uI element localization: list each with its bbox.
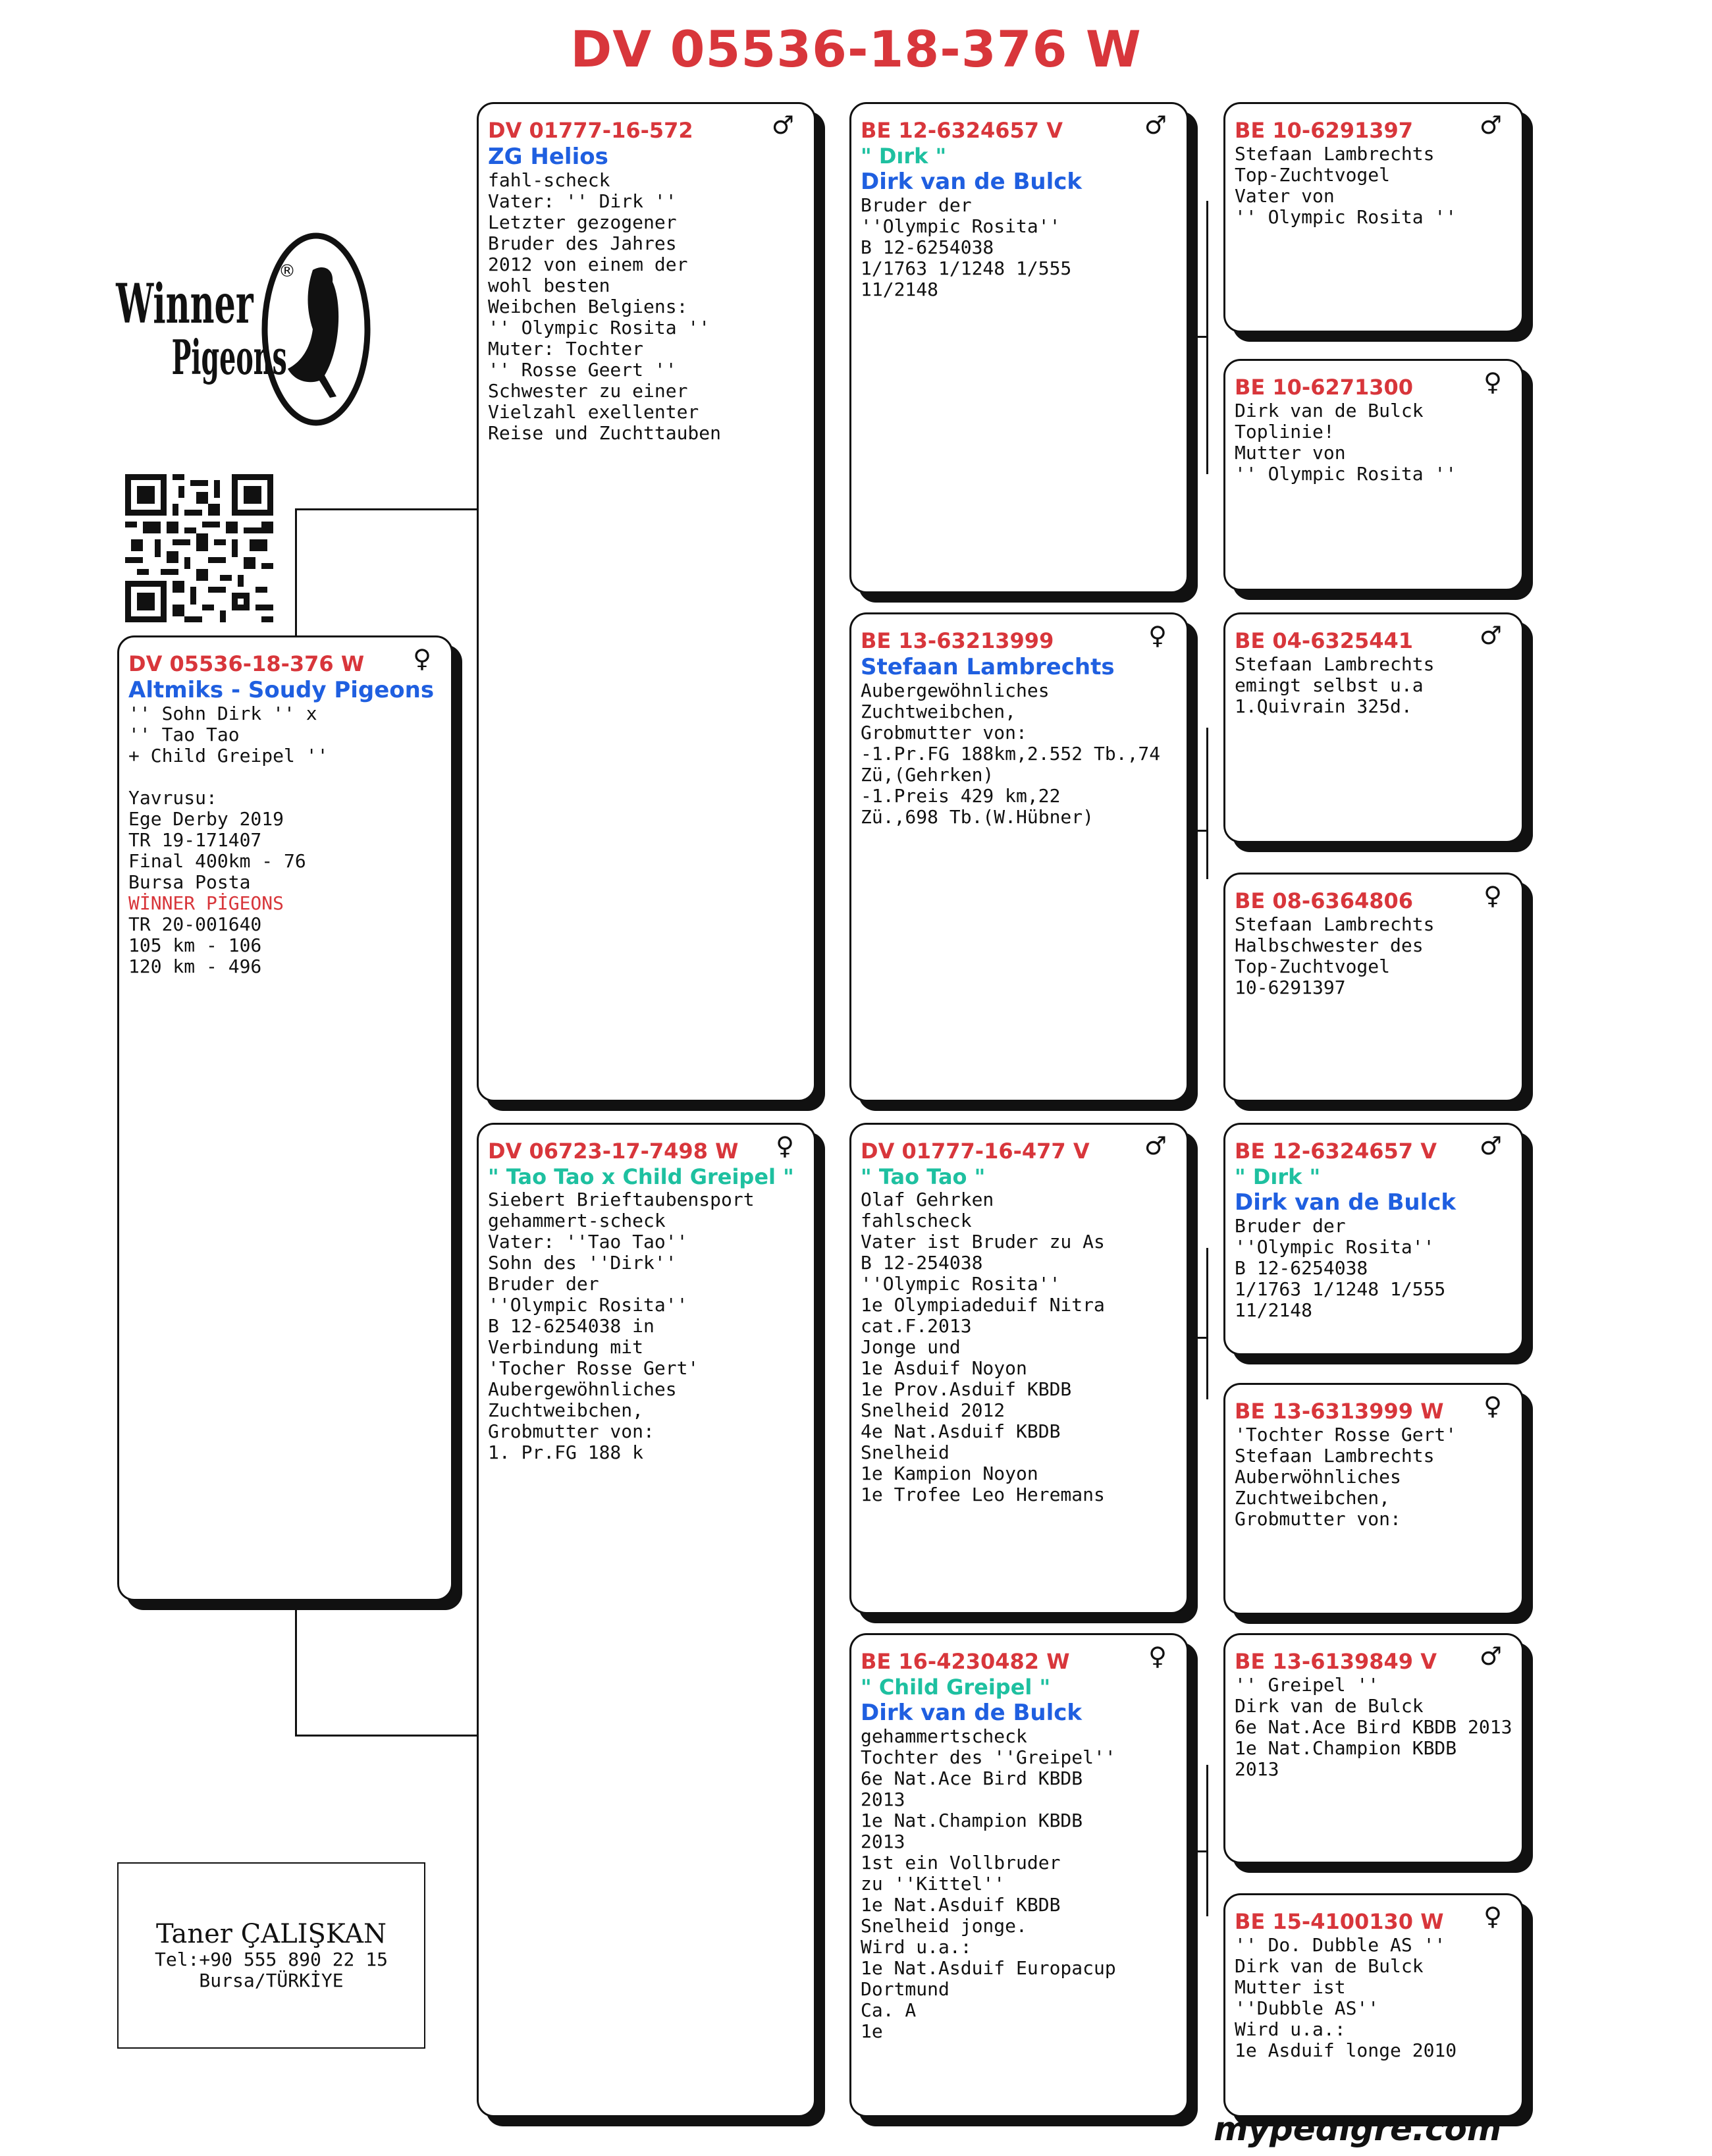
pigeon-nickname: " Tao Tao x Child Greipel " — [488, 1164, 794, 1189]
sire-card[interactable] — [477, 102, 816, 1102]
dam-card[interactable] — [477, 1123, 816, 2117]
female-symbol-icon: ♀ — [413, 644, 431, 673]
connector-line — [295, 1602, 297, 1737]
sire-sire-sire-card[interactable] — [1223, 102, 1524, 333]
ring-number: BE 12-6324657 V — [1235, 1139, 1437, 1164]
owner-phone[interactable]: Tel:+90 555 890 22 15 — [154, 1949, 388, 1970]
ring-number: BE 04-6325441 — [1235, 628, 1414, 653]
logo-line2: Pigeons — [171, 329, 287, 386]
connector-line — [295, 508, 297, 635]
connector-line — [1206, 1765, 1208, 1916]
connector-line — [295, 1735, 477, 1737]
ring-number: BE 10-6291397 — [1235, 118, 1414, 143]
breeder-name: Dirk van de Bulck — [861, 1700, 1083, 1726]
connector-line — [1196, 1337, 1208, 1339]
connector-line — [1196, 1850, 1208, 1852]
connector-line — [1196, 830, 1208, 832]
pigeon-details: '' Sohn Dirk '' x '' Tao Tao + Child Greipel '' Yavrusu: Ege Derby 2019 TR 19-171407 Final 400km - 76 Bursa Posta — [128, 703, 329, 893]
pigeon-details: Siebert Brieftaubensport gehammert-scheck Vater: ''Tao Tao'' Sohn des ''Dirk'' Bruder der ''Olympic Rosita'' B 12-6254038 in Verbindung mit 'Tocher Rosse Gert' Aubergewöhnliches Zuchtweibchen, Grobmutter von: 1. Pr.FG 188 k — [488, 1189, 755, 1463]
male-symbol-icon: ♂ — [1479, 621, 1502, 650]
pigeon-details: '' Do. Dubble AS '' Dirk van de Bulck Mutter ist ''Dubble AS'' Wird u.a.: 1e Asduif longe 2010 — [1235, 1934, 1457, 2061]
pigeon-details: Bruder der ''Olympic Rosita'' B 12-6254038 1/1763 1/1248 1/555 11/2148 — [1235, 1215, 1446, 1321]
sire-sire-dam-card[interactable] — [1223, 359, 1524, 591]
female-symbol-icon: ♀ — [776, 1131, 794, 1160]
pigeon-details: Aubergewöhnliches Zuchtweibchen, Grobmutter von: -1.Pr.FG 188km,2.552 Tb.,74 Zü,(Gehrken) -1.Preis 429 km,22 Zü.,698 Tb.(W.Hübner) — [861, 680, 1161, 828]
male-symbol-icon: ♂ — [1479, 111, 1502, 140]
sire-dam-card[interactable] — [849, 612, 1189, 1102]
connector-line — [818, 1350, 820, 1857]
ring-number: BE 15-4100130 W — [1235, 1909, 1444, 1934]
pigeon-details: '' Greipel '' Dirk van de Bulck 6e Nat.Ace Bird KBDB 2013 1e Nat.Champion KBDB 2013 — [1235, 1674, 1512, 1780]
pigeon-nickname: " Dırk " — [1235, 1164, 1321, 1189]
breeder-name: Dirk van de Bulck — [861, 169, 1083, 195]
ring-number: DV 01777-16-477 V — [861, 1139, 1090, 1164]
connector-line — [295, 508, 477, 510]
ring-number: BE 13-6139849 V — [1235, 1649, 1437, 1674]
dam-dam-card[interactable] — [849, 1633, 1189, 2117]
male-symbol-icon: ♂ — [1144, 1131, 1167, 1160]
ring-number: BE 12-6324657 V — [861, 118, 1063, 143]
pigeon-nickname: " Child Greipel " — [861, 1675, 1051, 1700]
ring-number: BE 08-6364806 — [1235, 888, 1414, 913]
pigeon-details: Bruder der ''Olympic Rosita'' B 12-6254038 1/1763 1/1248 1/555 11/2148 — [861, 194, 1072, 300]
connector-line — [1206, 728, 1208, 879]
ring-number: DV 01777-16-572 — [488, 118, 693, 143]
owner-name: Taner ÇALIŞKAN — [155, 1919, 387, 1949]
ring-number: BE 10-6271300 — [1235, 375, 1414, 400]
page-title: DV 05536-18-376 W — [570, 20, 1142, 78]
pigeon-nickname: " Dırk " — [861, 144, 947, 169]
ring-number: BE 16-4230482 W — [861, 1649, 1070, 1674]
sire-dam-dam-card[interactable] — [1223, 873, 1524, 1102]
pigeon-name: ZG Helios — [488, 144, 608, 170]
dam-sire-card[interactable] — [849, 1123, 1189, 1614]
sire-sire-card[interactable] — [849, 102, 1189, 593]
loft-name: WİNNER PİGEONS — [128, 892, 284, 914]
female-symbol-icon: ♀ — [1484, 1391, 1502, 1420]
ring-number: BE 13-63213999 — [861, 628, 1054, 653]
ring-number: BE 13-6313999 W — [1235, 1399, 1444, 1424]
pigeon-details: gehammertscheck Tochter des ''Greipel'' 6e Nat.Ace Bird KBDB 2013 1e Nat.Champion KBDB 2013 1st ein Vollbruder zu ''Kittel'' 1e Nat.Asduif KBDB Snelheid jonge. Wird u.a.: 1e Nat.Asduif Europacup Dortmund Ca. A 1e — [861, 1725, 1116, 2042]
pigeon-details: Stefaan Lambrechts Top-Zuchtvogel Vater von '' Olympic Rosita '' — [1235, 143, 1457, 228]
female-symbol-icon: ♀ — [1484, 367, 1502, 396]
pigeon-name: Altmiks - Soudy Pigeons — [128, 677, 435, 703]
pigeon-details: fahl-scheck Vater: '' Dirk '' Letzter gezogener Bruder des Jahres 2012 von einem der wohl besten Weibchen Belgiens: '' Olympic Rosita '' Muter: Tochter '' Rosse Geert '' Schwester zu einer Vielzahl exellenter Reise und Zuchttauben — [488, 169, 722, 444]
female-symbol-icon: ♀ — [1484, 881, 1502, 910]
female-symbol-icon: ♀ — [1484, 1902, 1502, 1931]
pigeon-details: Stefaan Lambrechts emingt selbst u.a 1.Quivrain 325d. — [1235, 653, 1435, 717]
male-symbol-icon: ♂ — [1479, 1642, 1502, 1671]
logo-line1: Winner — [116, 273, 254, 337]
connector-line — [1196, 336, 1208, 338]
dam-sire-dam-card[interactable] — [1223, 1383, 1524, 1615]
winner-pigeons-logo — [115, 171, 412, 435]
pigeon-details: 'Tochter Rosse Gert' Stefaan Lambrechts Auberwöhnliches Zuchtweibchen, Grobmutter von: — [1235, 1424, 1457, 1530]
female-symbol-icon: ♀ — [1148, 621, 1167, 650]
ring-number: DV 05536-18-376 W — [128, 651, 365, 676]
pigeon-details: Olaf Gehrken fahlscheck Vater ist Bruder zu As B 12-254038 ''Olympic Rosita'' 1e Olympiadeduif Nitra cat.F.2013 Jonge und 1e Asduif Noyon 1e Prov.Asduif KBDB Snelheid 2012 4e Nat.Asduif KBDB Snelheid 1e Kampion Noyon 1e Trofee Leo Heremans — [861, 1189, 1105, 1505]
subject-card[interactable] — [117, 635, 453, 1601]
male-symbol-icon: ♂ — [771, 111, 794, 140]
breeder-name: Dirk van de Bulck — [1235, 1189, 1457, 1216]
logo-registered: ® — [279, 261, 296, 281]
dam-dam-sire-card[interactable] — [1223, 1633, 1524, 1864]
female-symbol-icon: ♀ — [1148, 1642, 1167, 1671]
male-symbol-icon: ♂ — [1479, 1131, 1502, 1160]
dam-dam-dam-card[interactable] — [1223, 1893, 1524, 2117]
male-symbol-icon: ♂ — [1144, 111, 1167, 140]
sire-dam-sire-card[interactable] — [1223, 612, 1524, 843]
footer-site-link[interactable]: mypedigre.com — [1214, 2110, 1501, 2148]
qr-code[interactable] — [125, 474, 273, 622]
breeder-name: Stefaan Lambrechts — [861, 654, 1115, 680]
pigeon-nickname: " Tao Tao " — [861, 1164, 986, 1189]
ring-number: DV 06723-17-7498 W — [488, 1139, 739, 1164]
pigeon-results: TR 20-001640 105 km - 106 120 km - 496 — [128, 913, 262, 977]
dam-sire-sire-card[interactable] — [1223, 1123, 1524, 1355]
connector-line — [1206, 1248, 1208, 1399]
contact-box — [117, 1862, 425, 2049]
pigeon-details: Stefaan Lambrechts Halbschwester des Top-Zuchtvogel 10-6291397 — [1235, 913, 1435, 998]
owner-city: Bursa/TÜRKİYE — [199, 1970, 344, 1991]
pigeon-details: Dirk van de Bulck Toplinie! Mutter von '' Olympic Rosita '' — [1235, 400, 1457, 485]
